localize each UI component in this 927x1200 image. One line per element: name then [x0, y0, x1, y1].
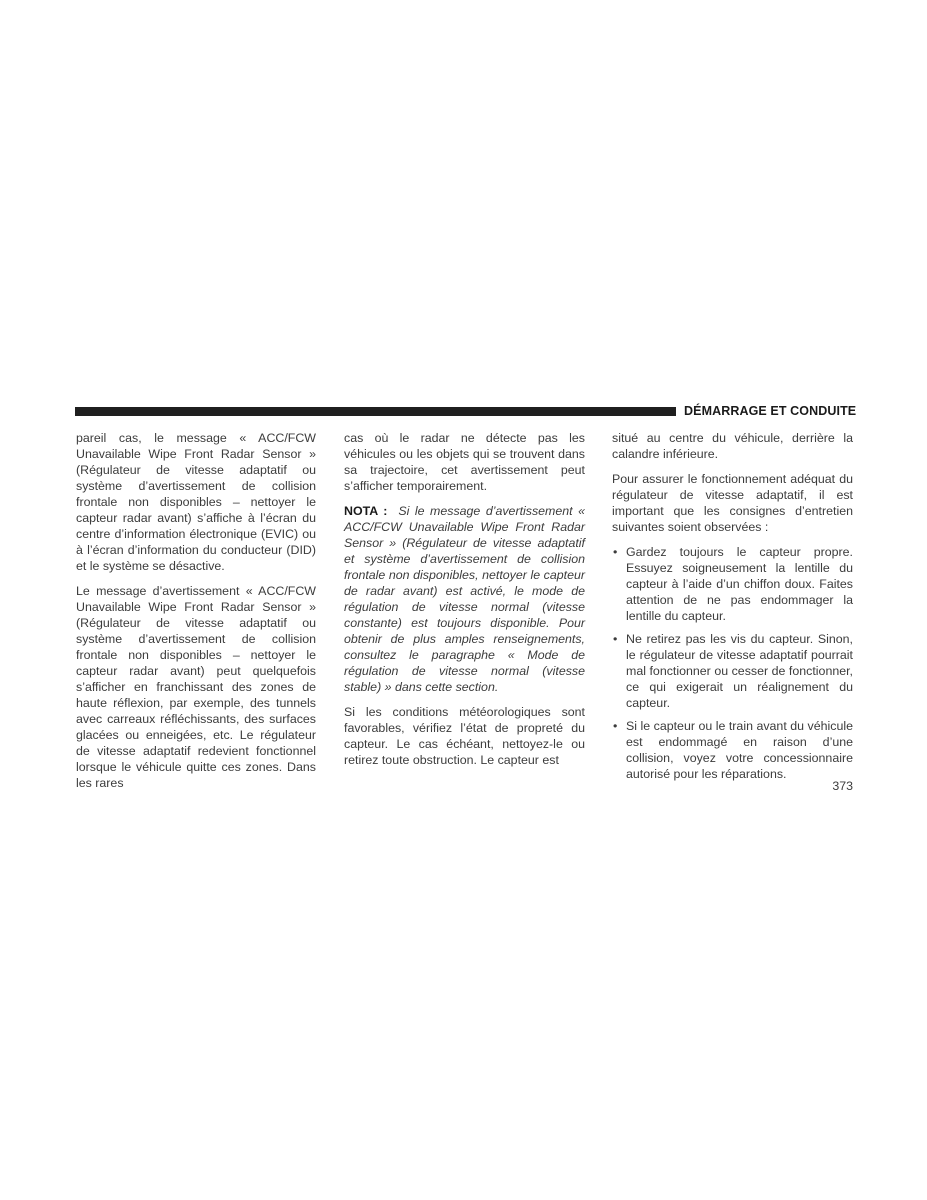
paragraph: cas où le radar ne détecte pas les véhicules ou les objets qui se trouvent dans sa trajectoire, cet avertissement peut s’afficher temporairement. [344, 431, 585, 493]
paragraph: Si les conditions météorologiques sont favorables, vérifiez l’état de propreté du capteur. Le cas échéant, nettoyez-le ou retirez toute obstruction. Le capteur est [344, 705, 585, 767]
list-item-text: Gardez toujours le capteur propre. Essuyez soigneusement la lentille du capteur à l’aide d’un chiffon doux. Faites attention de ne pas endommager la lentille du capteur. [626, 545, 853, 623]
bullet-icon: • [613, 719, 618, 733]
list-item [612, 544, 853, 624]
list-item [612, 631, 853, 711]
list-item [612, 718, 853, 782]
paragraph: pareil cas, le message « ACC/FCW Unavailable Wipe Front Radar Sensor » (Régulateur de vitesse adaptatif ou système d’avertissement de collision frontale non disponibles – nettoyer le capteur radar avant) s’affiche à l’écran du centre d’information électronique (EVIC) ou à l’écran d’information du conducteur (DID) et le système se désactive. [76, 431, 316, 573]
section-title: DÉMARRAGE ET CONDUITE [684, 404, 857, 418]
section-header-bar [75, 407, 676, 416]
bullet-icon: • [613, 545, 618, 559]
paragraph: Le message d’avertissement « ACC/FCW Unavailable Wipe Front Radar Sensor » (Régulateur de vitesse adaptatif ou système d’avertissement de collision frontale non disponibles – nettoyer le capteur radar avant) peut quelquefois s’afficher en franchissant des zones de haute réflexion, par exemple, des tunnels avec carreaux réfléchissants, des surfaces glacées ou enneigées, etc. Le régulateur de vitesse adaptatif redevient fonctionnel lorsque le véhicule quitte ces zones. Dans les rares [76, 584, 316, 790]
paragraph: situé au centre du véhicule, derrière la calandre inférieure. [612, 431, 853, 461]
page-number: 373 [832, 779, 853, 793]
paragraph: Pour assurer le fonctionnement adéquat du régulateur de vitesse adaptatif, il est important que les consignes d’entretien suivantes soient observées : [612, 472, 853, 534]
bullet-icon: • [613, 632, 618, 646]
note-paragraph [344, 503, 585, 695]
text-column-3 [612, 430, 853, 789]
list-item-text: Si le capteur ou le train avant du véhicule est endommagé en raison d’une collision, voyez votre concessionnaire autorisé pour les réparations. [626, 719, 853, 781]
list-item-text: Ne retirez pas les vis du capteur. Sinon, le régulateur de vitesse adaptatif pourrait mal fonctionner ou cesser de fonctionner, ce qui exigerait un réalignement du capteur. [626, 632, 853, 710]
note-text: Si le message d’avertissement « ACC/FCW Unavailable Wipe Front Radar Sensor » (Régulateur de vitesse adaptatif et système d’avertissement de collision frontale non disponibles, nettoyer le capteur de radar avant) est activé, le mode de régulation de vitesse normal (vitesse constante) est toujours disponible. Pour obtenir de plus amples renseignements, consultez le paragraphe « Mode de régulation de vitesse normal (vitesse stable) » dans cette section. [344, 504, 585, 694]
maintenance-list [612, 544, 853, 782]
text-column-1 [76, 430, 316, 800]
text-column-2 [344, 430, 585, 777]
note-label: NOTA : [344, 504, 388, 518]
